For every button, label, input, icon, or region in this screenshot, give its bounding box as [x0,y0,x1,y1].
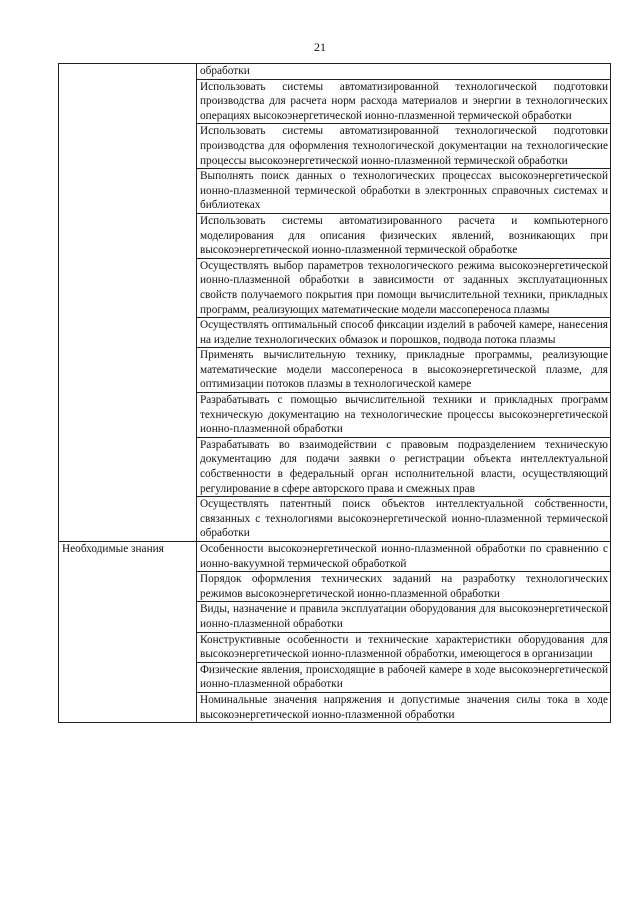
table-cell: Использовать системы автоматизированного расчета и компьютерного моделирования для описания физических явлений, возникающих при высокоэнергетической ионно-плазменной термической обработке [197,213,611,258]
table-cell: Физические явления, происходящие в рабочей камере в ходе высокоэнергетической ионно-плазменной обработки [197,662,611,692]
table-cell: Выполнять поиск данных о технологических процессах высокоэнергетической ионно-плазменной термической обработки в электронных справочных системах и библиотеках [197,169,611,214]
table-cell: Осуществлять патентный поиск объектов интеллектуальной собственности, связанных с технологиями высокоэнергетической ионно-плазменной термической обработки [197,497,611,542]
table-cell: Номинальные значения напряжения и допустимые значения силы тока в ходе высокоэнергетической ионно-плазменной обработки [197,692,611,722]
table-cell: Разрабатывать с помощью вычислительной техники и прикладных программ техническую документацию на технологические процессы высокоэнергетической ионно-плазменной обработки [197,393,611,438]
table-row [59,64,611,80]
table-cell: Применять вычислительную технику, прикладные программы, реализующие математические модели массопереноса в высокоэнергетической плазме, для оптимизации потоков плазмы в технологической камере [197,348,611,393]
page-number: 21 [314,40,326,54]
table-cell: обработки [197,64,611,80]
table-cell: Осуществлять выбор параметров технологического режима высокоэнергетической ионно-плазменной обработки в зависимости от заданных эксплуатационных свойств получаемого покрытия при помощи вычислительной техники, прикладных программ, реализующих математические модели массопереноса плазмы [197,258,611,317]
table-cell: Разрабатывать во взаимодействии с правовым подразделением техническую документацию для подачи заявки о регистрации объекта интеллектуальной собственности в федеральный орган исполнительной власти, осуществляющий регулирование в сфере авторского права и смежных прав [197,437,611,496]
category-cell-knowledge: Необходимые знания [59,542,197,723]
table-cell: Особенности высокоэнергетической ионно-плазменной обработки по сравнению с ионно-вакуумной термической обработкой [197,542,611,572]
category-cell-skills [59,64,197,542]
table-row [59,542,611,572]
table-cell: Осуществлять оптимальный способ фиксации изделий в рабочей камере, нанесения на изделие технологических обмазок и порошков, подвода потока плазмы [197,318,611,348]
table-cell: Порядок оформления технических заданий на разработку технологических режимов высокоэнергетической ионно-плазменной обработки [197,572,611,602]
table-cell: Конструктивные особенности и технические характеристики оборудования для высокоэнергетической ионно-плазменной обработки, имеющегося в организации [197,632,611,662]
competency-table [58,63,611,723]
table-cell: Использовать системы автоматизированной технологической подготовки производства для оформления технологической документации на технологические процессы высокоэнергетической ионно-плазменной термической обработки [197,124,611,169]
table-cell: Виды, назначение и правила эксплуатации оборудования для высокоэнергетической ионно-плазменной обработки [197,602,611,632]
table-cell: Использовать системы автоматизированной технологической подготовки производства для расчета норм расхода материалов и энергии в технологических операциях высокоэнергетической ионно-плазменной термической обработки [197,79,611,124]
